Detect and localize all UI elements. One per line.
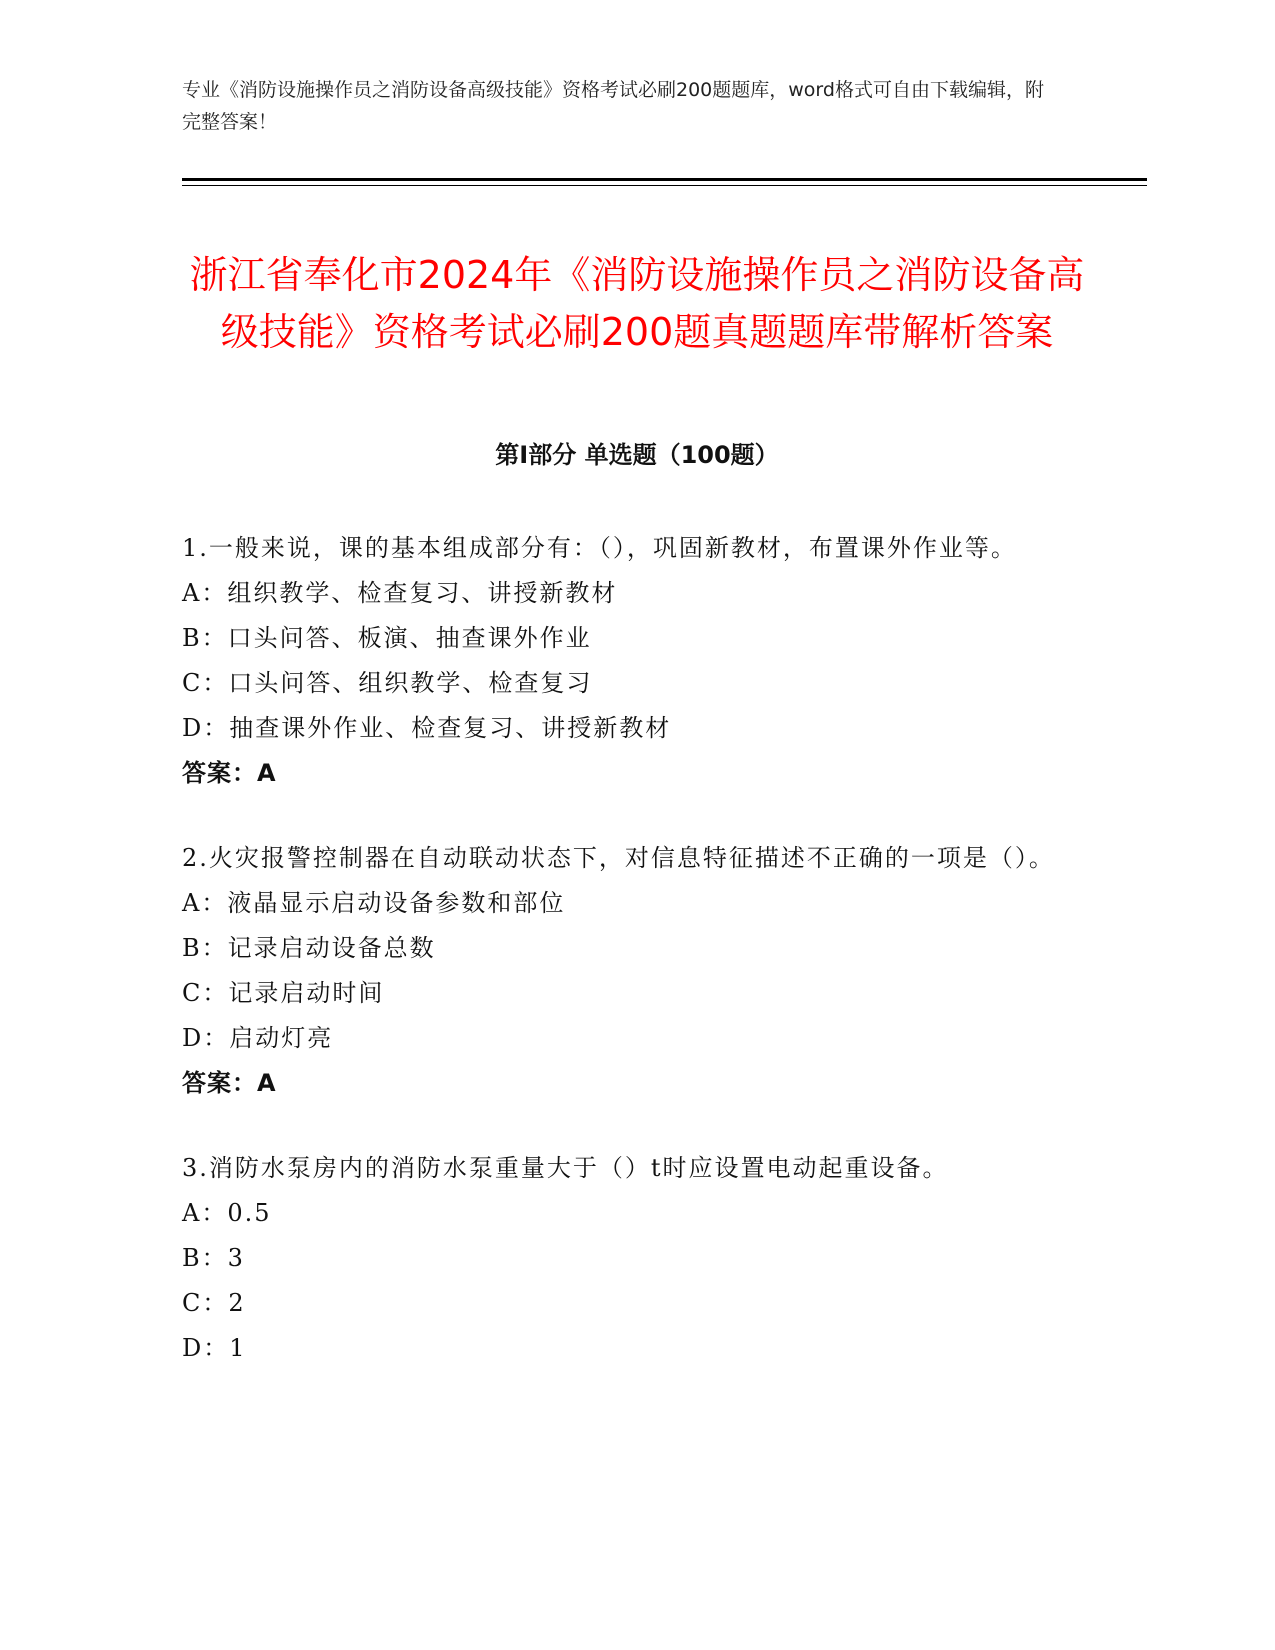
option-a: A：组织教学、检查复习、讲授新教材 [182, 579, 618, 607]
document-title: 浙江省奉化市2024年《消防设施操作员之消防设备高级技能》资格考试必刷200题真题题库带解析答案 [189, 253, 1085, 355]
option-a: A：液晶显示启动设备参数和部位 [182, 889, 566, 917]
question-list [182, 526, 1062, 1411]
question-1 [182, 526, 1062, 796]
option-c: C：记录启动时间 [182, 979, 385, 1007]
question-stem: 1.一般来说，课的基本组成部分有：（），巩固新教材，布置课外作业等。 [182, 534, 1017, 562]
question-stem: 2.火灾报警控制器在自动联动状态下，对信息特征描述不正确的一项是（）。 [182, 844, 1055, 872]
question-3 [182, 1146, 1062, 1371]
header-divider-thick [182, 178, 1147, 181]
option-d: D：抽查课外作业、检查复习、讲授新教材 [182, 714, 672, 742]
option-d: D：1 [182, 1334, 247, 1362]
option-a: A：0.5 [182, 1199, 272, 1227]
section-heading: 第I部分 单选题（100题） [495, 441, 779, 469]
option-d: D：启动灯亮 [182, 1024, 334, 1052]
option-b: B：3 [182, 1244, 245, 1272]
option-b: B：记录启动设备总数 [182, 934, 436, 962]
option-b: B：口头问答、板演、抽查课外作业 [182, 624, 592, 652]
answer: 答案：A [182, 759, 277, 787]
answer: 答案：A [182, 1069, 277, 1097]
option-c: C：口头问答、组织教学、检查复习 [182, 669, 593, 697]
option-c: C：2 [182, 1289, 246, 1317]
header-note: 专业《消防设施操作员之消防设备高级技能》资格考试必刷200题题库，word格式可自由下载编辑，附完整答案！ [182, 79, 1044, 133]
header-divider-thin [182, 185, 1147, 186]
question-2 [182, 836, 1062, 1106]
question-stem: 3.消防水泵房内的消防水泵重量大于（）t时应设置电动起重设备。 [182, 1154, 949, 1182]
